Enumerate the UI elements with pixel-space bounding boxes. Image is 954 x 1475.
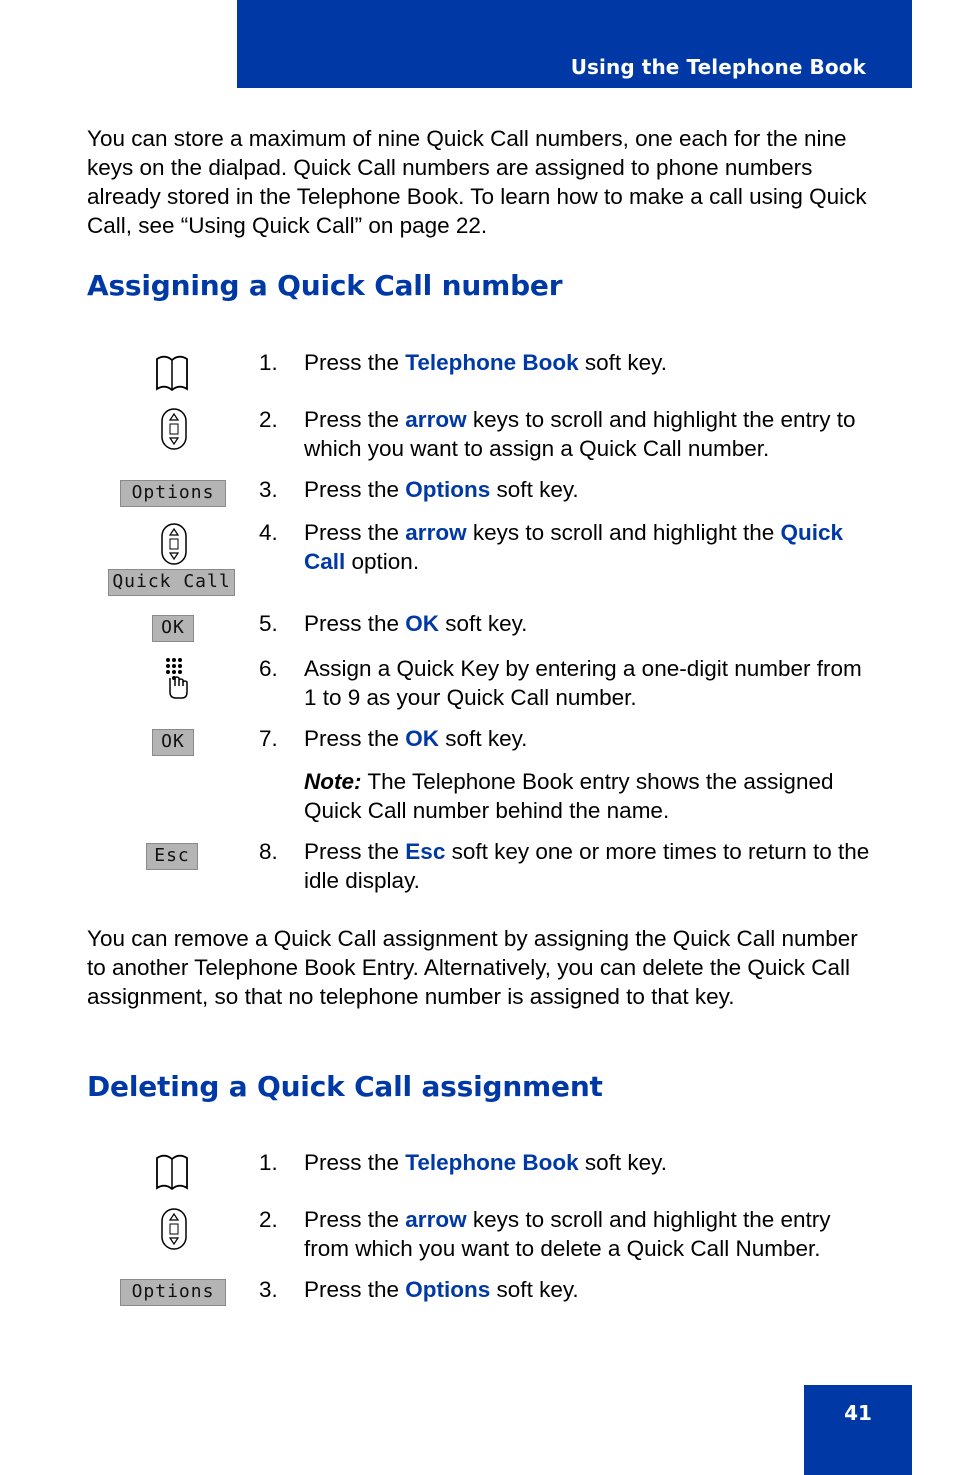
keyword-telephone-book: Telephone Book [405, 350, 579, 375]
keyword-arrow: arrow [405, 407, 467, 432]
options-softkey: Options [120, 1279, 226, 1306]
step-item [259, 654, 879, 712]
quick-call-softkey: Quick Call [108, 569, 235, 596]
note [259, 767, 879, 825]
step-text: soft key. [490, 1277, 579, 1302]
ok-softkey: OK [152, 615, 194, 642]
keyword-ok: OK [405, 611, 440, 636]
step-number: 1. [259, 350, 278, 375]
arrow-keys-icon [160, 522, 188, 566]
arrow-keys-icon [160, 407, 188, 451]
step-number: 7. [259, 726, 278, 751]
step-number: 1. [259, 1150, 278, 1175]
step-item [259, 518, 879, 576]
book-icon [155, 353, 189, 393]
book-icon [155, 1152, 189, 1192]
step-item [259, 1275, 879, 1304]
step-item [259, 1205, 879, 1263]
step-item [259, 837, 879, 895]
removal-paragraph: You can remove a Quick Call assignment by assigning the Quick Call number to another Telephone Book Entry. Alternatively, you can delete the Quick Call assignment, so that no telephone number is assigned to that key. [87, 926, 858, 1009]
step-text: Press the [304, 611, 406, 636]
step-text: keys to scroll and highlight the entry to which you want to assign a Quick Call number. [304, 407, 856, 461]
step-item [259, 405, 879, 463]
step-number: 2. [259, 407, 278, 432]
step-text: Press the [304, 1150, 406, 1175]
keyword-options: Options [405, 1277, 491, 1302]
section-heading-delete: Deleting a Quick Call assignment [87, 1070, 603, 1103]
note-label: Note: [304, 769, 362, 794]
dialpad-hand-icon [158, 656, 190, 700]
step-item [259, 724, 879, 753]
keyword-options: Options [405, 477, 491, 502]
step-text: Press the [304, 407, 406, 432]
keyword-esc: Esc [405, 839, 446, 864]
keyword-quick-call: Quick Call [304, 520, 844, 574]
options-softkey: Options [120, 480, 226, 507]
keyword-arrow: arrow [405, 1207, 467, 1232]
step-text: soft key. [439, 611, 528, 636]
arrow-keys-icon [160, 1207, 188, 1251]
page-number-box [804, 1385, 912, 1475]
step-text: soft key. [439, 726, 528, 751]
step-text: soft key. [490, 477, 579, 502]
step-item [259, 609, 879, 638]
step-text: Press the [304, 350, 406, 375]
ok-softkey-2: OK [152, 729, 194, 756]
step-number: 4. [259, 520, 278, 545]
step-number: 3. [259, 1277, 278, 1302]
step-item [259, 348, 879, 377]
keyword-arrow: arrow [405, 520, 467, 545]
step-text: option. [345, 549, 420, 574]
step-item [259, 1148, 879, 1177]
esc-softkey: Esc [146, 843, 198, 870]
section-heading-assign: Assigning a Quick Call number [87, 269, 563, 302]
page-number: 41 [844, 1401, 872, 1425]
step-number: 2. [259, 1207, 278, 1232]
keyword-telephone-book: Telephone Book [405, 1150, 579, 1175]
step-number: 8. [259, 839, 278, 864]
step-item [259, 475, 879, 504]
step-text: Assign a Quick Key by entering a one-digit number from 1 to 9 as your Quick Call number. [304, 656, 862, 710]
step-text: keys to scroll and highlight the entry from which you want to delete a Quick Call Number. [304, 1207, 831, 1261]
step-text: Press the [304, 839, 406, 864]
step-number: 5. [259, 611, 278, 636]
step-text: soft key. [578, 1150, 668, 1175]
header-title: Using the Telephone Book [570, 55, 866, 79]
intro-paragraph: You can store a maximum of nine Quick Call numbers, one each for the nine keys on the dialpad. Quick Call numbers are assigned to phone numbers already stored in the Telephone Book. To learn how to make a call using Quick Call, see “Using Quick Call” on page 22. [87, 126, 867, 238]
step-text: Press the [304, 520, 406, 545]
step-text: keys to scroll and highlight the [466, 520, 781, 545]
step-text: soft key. [578, 350, 668, 375]
step-text: Press the [304, 726, 406, 751]
header-bar [237, 0, 912, 88]
step-text: soft key one or more times to return to the idle display. [304, 839, 870, 893]
step-number: 3. [259, 477, 278, 502]
note-text: The Telephone Book entry shows the assigned Quick Call number behind the name. [304, 769, 834, 823]
step-number: 6. [259, 656, 278, 681]
step-text: Press the [304, 477, 406, 502]
step-text: Press the [304, 1207, 406, 1232]
keyword-ok: OK [405, 726, 440, 751]
step-text: Press the [304, 1277, 406, 1302]
